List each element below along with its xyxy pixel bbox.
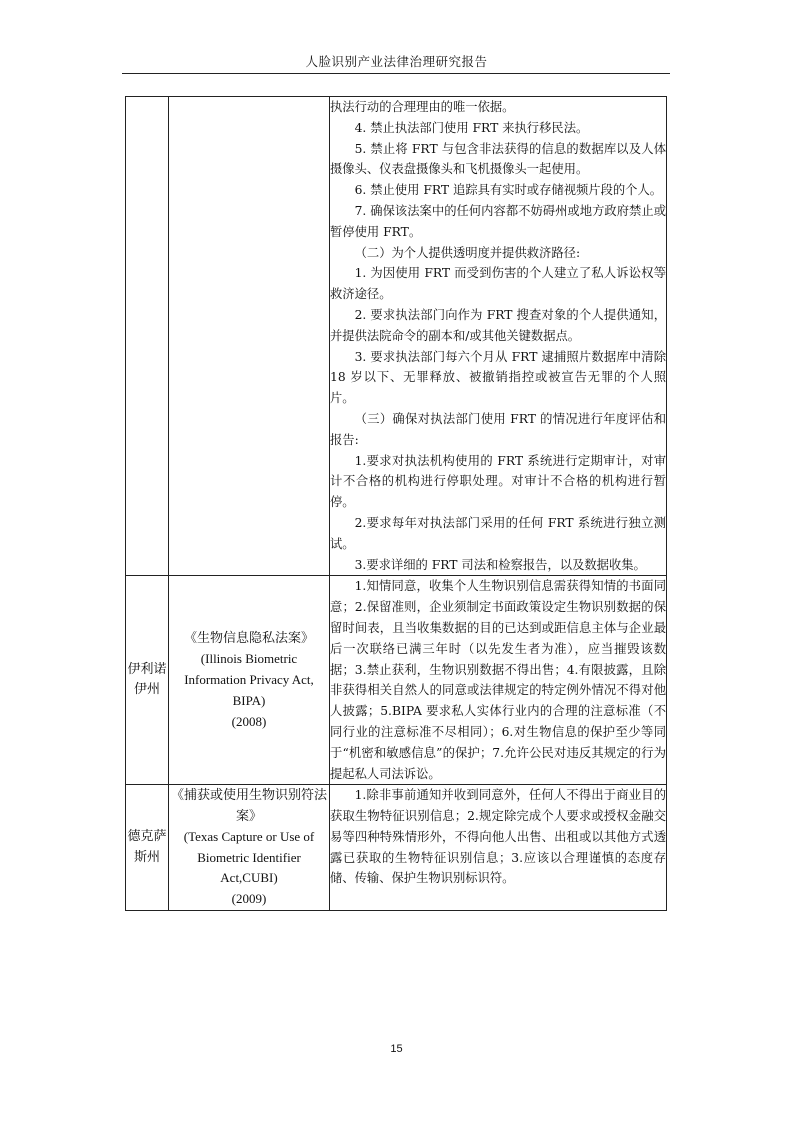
law-year: (2008) bbox=[231, 713, 267, 729]
table-row bbox=[126, 97, 667, 576]
law-name-line: Information Privacy Act, bbox=[184, 671, 314, 687]
content-paragraph: 6. 禁止使用 FRT 追踪具有实时或存储视频片段的个人。 bbox=[354, 183, 663, 198]
content-paragraph: 1.除非事前通知并收到同意外，任何人不得出于商业目的获取生物特征识别信息；2.规定除完成个人要求或授权金融交易等四种特殊情形外，不得向他人出售、出租或以其他方式透露已获取的生物特征识别信息；3.应该以合理谨慎的态度存储、传输、保护生物识别标识符。 bbox=[330, 788, 666, 886]
law-name-line: BIPA) bbox=[232, 692, 266, 708]
law-year: (2009) bbox=[231, 891, 267, 907]
law-name-line: Biometric Identifier bbox=[197, 849, 301, 865]
state-cell: 德克萨斯州 bbox=[126, 785, 169, 911]
law-name-cell bbox=[169, 97, 330, 576]
table-row bbox=[126, 785, 667, 911]
content-paragraph: 4. 禁止执法部门使用 FRT 来执行移民法。 bbox=[354, 120, 589, 135]
table-row bbox=[126, 576, 667, 785]
content-cell bbox=[330, 576, 667, 785]
content-paragraph: 1.知情同意，收集个人生物识别信息需获得知情的书面同意；2.保留准则，企业须制定书面政策设定生物识别数据的保留时间表，且当收集数据的目的已达到或距信息主体与企业最后一次联络已满三年时（以先发生者为准），应当摧毁该数据；3.禁止获利，生物识别数据不得出售；4.有限披露，且除非获得相关自然人的同意或法律规定的特定例外情况不得对他人披露；5.BIPA 要求私人实体行业内的合理的注意标准（不同行业的注意标准不尽相同）；6.对生物信息的保护至少等同于“机密和敏感信息”的保护；7.允许公民对违反其规定的行为提起私人司法诉讼。 bbox=[330, 579, 666, 781]
state-cell bbox=[126, 97, 169, 576]
content-cell bbox=[330, 97, 667, 576]
content-paragraph: 5. 禁止将 FRT 与包含非法获得的信息的数据库以及人体摄像头、仪表盘摄像头和飞机摄像头一起使用。 bbox=[330, 141, 666, 177]
content-paragraph: （三）确保对执法部门使用 FRT 的情况进行年度评估和报告: bbox=[330, 411, 666, 447]
law-name-line: (Illinois Biometric bbox=[200, 651, 298, 667]
law-name-cell bbox=[169, 576, 330, 785]
content-paragraph: 2.要求每年对执法部门采用的任何 FRT 系统进行独立测试。 bbox=[330, 515, 666, 551]
content-paragraph: 7. 确保该法案中的任何内容都不妨碍州或地方政府禁止或暂停使用 FRT。 bbox=[330, 203, 666, 239]
content-paragraph: 执法行动的合理理由的唯一依据。 bbox=[330, 100, 515, 114]
page-number: 15 bbox=[390, 1043, 403, 1055]
law-name-line: (Texas Capture or Use of bbox=[183, 828, 315, 844]
running-header: 人脸识别产业法律治理研究报告 bbox=[305, 54, 488, 69]
law-name-line: Act,CUBI) bbox=[220, 870, 278, 886]
content-paragraph: 2. 要求执法部门向作为 FRT 搜查对象的个人提供通知，并提供法院命令的副本和/或其他关键数据点。 bbox=[330, 307, 666, 343]
content-paragraph: 3.要求详细的 FRT 司法和检察报告，以及数据收集。 bbox=[354, 557, 646, 572]
content-paragraph: （二）为个人提供透明度并提供救济路径: bbox=[354, 245, 581, 260]
law-table bbox=[125, 96, 667, 911]
law-name-line: 《生物信息隐私法案》 bbox=[183, 630, 314, 646]
state-cell: 伊利诺伊州 bbox=[126, 576, 169, 785]
header-divider bbox=[122, 73, 670, 74]
content-paragraph: 3. 要求执法部门每六个月从 FRT 逮捕照片数据库中清除 18 岁以下、无罪释放、被撤销指控或被宣告无罪的个人照片。 bbox=[330, 349, 666, 406]
content-paragraph: 1.要求对执法机构使用的 FRT 系统进行定期审计，对审计不合格的机构进行停职处理。对审计不合格的机构进行暂停。 bbox=[330, 453, 666, 510]
law-name-line: 《捕获或使用生物识别符法案》 bbox=[170, 787, 327, 824]
content-paragraph: 1. 为因使用 FRT 而受到伤害的个人建立了私人诉讼权等救济途径。 bbox=[330, 266, 666, 302]
content-cell bbox=[330, 785, 667, 911]
law-name-cell bbox=[169, 785, 330, 911]
